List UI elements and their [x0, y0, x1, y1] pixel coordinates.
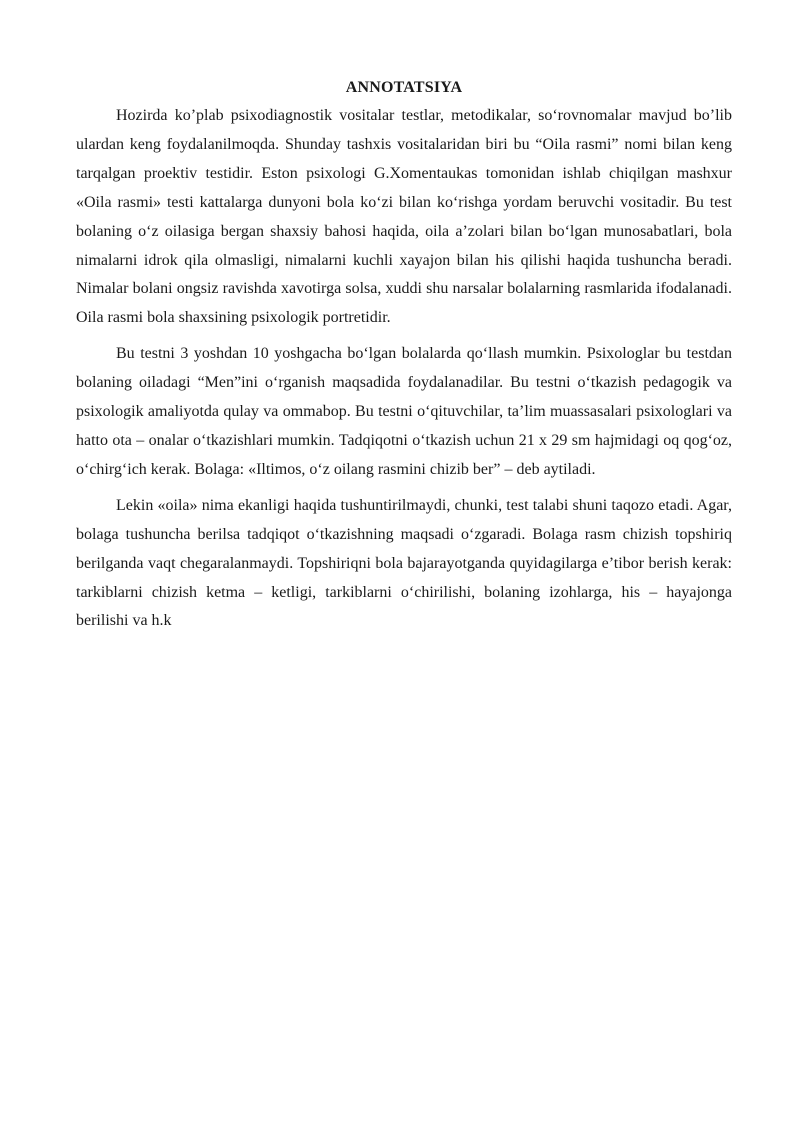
paragraph-2: Bu testni 3 yoshdan 10 yoshgacha bo‘lgan bolalarda qo‘llash mumkin. Psixologlar bu testdan bolaning oiladagi “Men”ini o‘rganish maqsadida foydalanadilar. Bu testni o‘tkazish pedagogik va psixologik amaliyotda qulay va ommabop. Bu testni o‘qituvchilar, ta’lim muassasalari psixologlari va hatto ota – onalar o‘tkazishlari mumkin. Tadqiqotni o‘tkazish uchun 21 x 29 sm hajmidagi oq qog‘oz, o‘chirg‘ich kerak. Bolaga: «Iltimos, o‘z oilang rasmini chizib ber” – deb aytiladi. — [76, 345, 732, 478]
document-title: ANNOTATSIYA — [345, 79, 463, 96]
paragraph-1: Hozirda ko’plab psixodiagnostik vositalar testlar, metodikalar, so‘rovnomalar mavjud bo’lib ulardan keng foydalanilmoqda. Shunday tashxis vositalaridan biri bu “Oila rasmi” nomi bilan keng tarqalgan proektiv testidir. Eston psixologi G.Xomentaukas tomonidan ishlab chiqilgan mashxur «Oila rasmi» testi kattalarga dunyoni bola ko‘zi bilan ko‘rishga yordam beruvchi vositadir. Bu test bolaning o‘z oilasiga bergan shaxsiy bahosi haqida, oila a’zolari bilan bo‘lgan munosabatlari, bola nimalarni idrok qila olmasligi, nimalarni kuchli xayajon bilan his qilishi haqida tushuncha beradi. Nimalar bolani ongsiz ravishda xavotirga solsa, xuddi shu narsalar bolalarning rasmlarida ifodalanadi. Oila rasmi bola shaxsining psixologik portretidir. — [76, 107, 732, 327]
paragraph-3: Lekin «oila» nima ekanligi haqida tushuntirilmaydi, chunki, test talabi shuni taqozo etadi. Agar, bolaga tushuncha berilsa tadqiqot o‘tkazishning maqsadi o‘zgaradi. Bolaga rasm chizish topshiriq berilganda vaqt chegaralanmaydi. Topshiriqni bola bajarayotganda quyidagilarga e’tibor berish kerak: tarkiblarni chizish ketma – ketligi, tarkiblarni o‘chirilishi, bolaning izohlarga, his – hayajonga berilishi va h.k — [76, 496, 732, 630]
